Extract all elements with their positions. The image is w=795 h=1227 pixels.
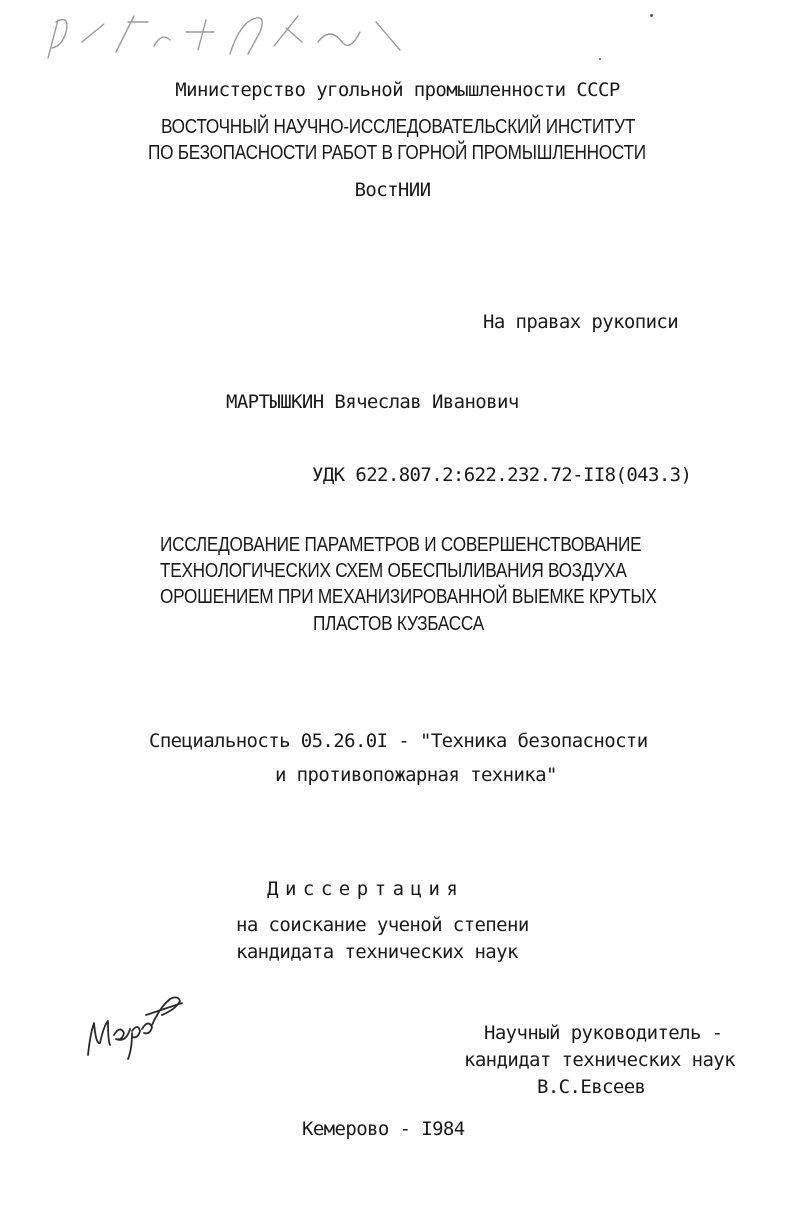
udc-code: УДК 622.807.2:622.232.72-II8(043.3) [312, 464, 692, 486]
supervisor-degree: кандидат технических наук [464, 1049, 735, 1071]
document-type: Диссертация [267, 878, 465, 900]
ministry-name: Министерство угольной промышленности СССР [175, 79, 620, 101]
speck [650, 14, 653, 17]
city-and-year: Кемерово - I984 [302, 1118, 465, 1140]
faint-handwritten-notes [30, 2, 430, 72]
specialty-line-2: и противопожарная техника" [275, 764, 557, 786]
institute-name-line-2: ПО БЕЗОПАСНОСТИ РАБОТ В ГОРНОЙ ПРОМЫШЛЕННОСТИ [148, 142, 646, 164]
institute-name-line-1: ВОСТОЧНЫЙ НАУЧНО-ИССЛЕДОВАТЕЛЬСКИЙ ИНСТИТУТ [161, 116, 636, 138]
dissertation-title-line-1: ИССЛЕДОВАНИЕ ПАРАМЕТРОВ И СОВЕРШЕНСТВОВАНИЕ [160, 534, 642, 556]
specialty-line-1: Специальность 05.26.0I - "Техника безопасности [149, 730, 648, 752]
manuscript-rights: На правах рукописи [483, 311, 679, 333]
degree-line-1: на соискание ученой степени [236, 914, 529, 936]
supervisor-title: Научный руководитель - [484, 1022, 723, 1044]
handwritten-signature [80, 985, 190, 1065]
dissertation-title-line-3: ОРОШЕНИЕМ ПРИ МЕХАНИЗИРОВАННОЙ ВЫЕМКЕ КРУТЫХ [160, 586, 657, 608]
speck [599, 58, 601, 60]
dissertation-title-line-4: ПЛАСТОВ КУЗБАССА [313, 613, 484, 635]
dissertation-title-line-2: ТЕХНОЛОГИЧЕСКИХ СХЕМ ОБЕСПЫЛИВАНИЯ ВОЗДУХА [160, 560, 627, 582]
degree-line-2: кандидата технических наук [236, 941, 518, 963]
supervisor-name: В.С.Евсеев [537, 1076, 646, 1098]
institute-abbreviation: ВостНИИ [354, 179, 431, 201]
author-name: МАРТЫШКИН Вячеслав Иванович [226, 391, 519, 413]
